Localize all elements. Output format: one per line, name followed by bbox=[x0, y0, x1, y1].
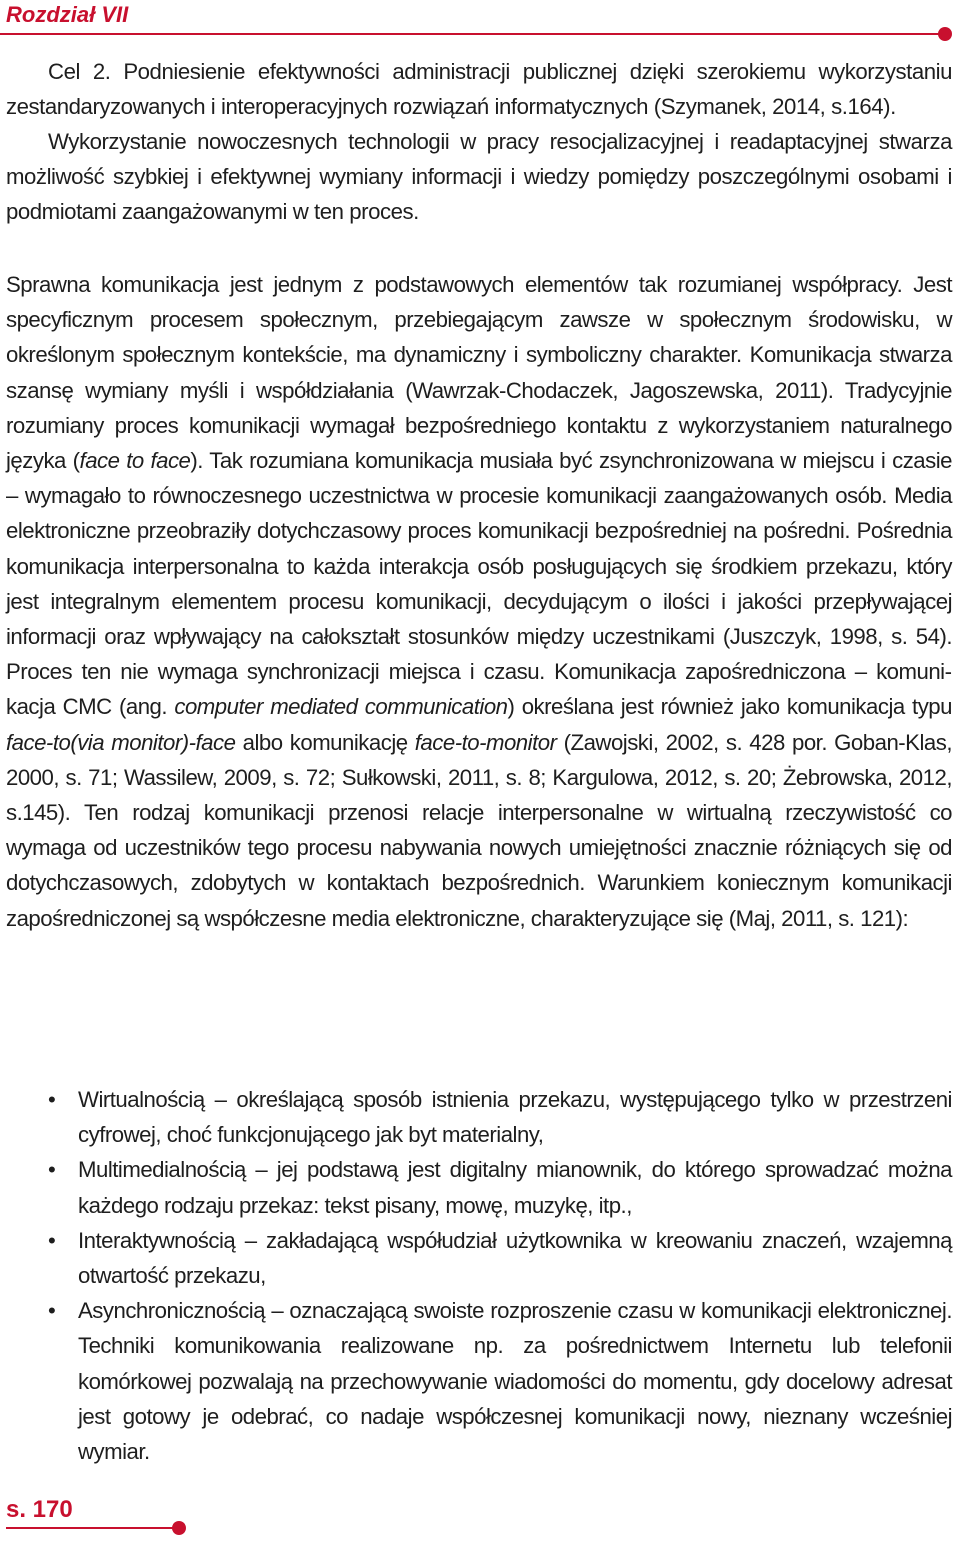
goal-2-text: Cel 2. Podniesienie efektywności administracji publicznej dzięki szerokiemu wykorzystaniu zestandaryzowanych i interoperacyjnych rozwiązań informatycznych (Szymanek, 2014, s.164). bbox=[6, 59, 952, 119]
main-text-1: Sprawna komunikacja jest jednym z podstawowych elementów tak rozumianej współpracy. Jest specyficznym procesem społecznym, przebiegającym zawsze w społecznym środowisku, w określonym społecznym kontekście, ma dynamiczny i symboliczny charakter. Komunikacja stwarza szansę wymiany myśli i współdziałania (Wawrzak-Chodaczek, Jagoszewska, 2011). Tradycyjnie rozumiany proces komunikacji wymagał bezpośredniego kontaktu z wykorzystaniem naturalnego języka ( bbox=[6, 272, 952, 474]
bullet-icon: • bbox=[48, 1157, 56, 1183]
list-item-text: Interaktywnością – zakładającą współudział użytkownika w kreowaniu znaczeń, wzajemną otwartość przekazu, bbox=[78, 1227, 952, 1289]
main-text-3: ) określana jest również jako komunikacja typu bbox=[507, 694, 952, 720]
main-italic-4: face-to-monitor bbox=[414, 729, 557, 755]
main-text-2: ). Tak rozumiana komunikacja musiała być zsynchronizowana w miejscu i czasie – wymagało to równoczesnego uczestnictwa w procesie komunikacji zaangażowanych osób. Media elektroniczne przeobraziły dotychczasowy proces komunikacji bezpośredniej na pośredni. Pośrednia komunikacja interpersonalna to każda interakcja osób posługujących się środkiem przekazu, który jest integralnym elementem procesu komunikacji, decydującym o ilości i jakości przepływającej informacji oraz wpływający na całokształt stosunków między uczestnikami (Juszczyk, 1998, s. 54). Proces ten nie wymaga synchronizacji miejsca i czasu. Komunikacja zapośredniczona – komunikacja CMC (ang. bbox=[6, 448, 952, 720]
list-item-text: Wirtualnością – określającą sposób istnienia przekazu, występującego tylko w przestrzeni cyfrowej, choć funkcjonującego jak byt materialny, bbox=[78, 1087, 952, 1148]
list-item bbox=[48, 1152, 952, 1222]
main-text-4: albo komunikację bbox=[235, 729, 415, 755]
chapter-title: Rozdział VII bbox=[6, 2, 129, 27]
list-item bbox=[48, 1082, 952, 1152]
page-number: s. 170 bbox=[6, 1496, 73, 1523]
header-rule bbox=[0, 33, 944, 35]
main-italic-2: computer mediated communication bbox=[174, 694, 508, 720]
feature-list bbox=[48, 1082, 952, 1469]
list-item bbox=[48, 1223, 952, 1293]
intro-paragraph: Wykorzystanie nowoczesnych technologii w pracy resocjalizacyjnej i readaptacyjnej stwarza możliwość szybkiej i efektywnej wymiany informacji i wiedzy pomiędzy poszczególnymi osobami i podmiotami zaangażowanymi w ten proces. bbox=[6, 129, 952, 224]
list-item-text: Asynchronicznością – oznaczającą swoiste rozproszenie czasu w komunikacji elektronicznej. Techniki komunikowania realizowane np. za pośrednictwem Internetu lub telefonii komórkowej pozwalają na przechowywanie wiadomości do momentu, gdy docelowy adresat jest gotowy je odebrać, co nadaje współczesnej komunikacji nowy, nieznany wcześniej wymiar. bbox=[78, 1298, 952, 1465]
bullet-icon: • bbox=[48, 1298, 56, 1324]
header-rule-dot bbox=[938, 27, 952, 41]
main-italic-3: face-to(via monitor)-face bbox=[6, 729, 236, 755]
bullet-icon: • bbox=[48, 1227, 56, 1253]
main-italic-1: face to face bbox=[79, 448, 191, 474]
bullet-icon: • bbox=[48, 1087, 56, 1112]
list-item-text: Multimedialnością – jej podstawą jest digitalny mianownik, do którego sprowadzać można każdego rodzaju przekaz: tekst pisany, mowę, muzykę, itp., bbox=[78, 1157, 952, 1218]
list-item bbox=[48, 1293, 952, 1469]
footer-rule bbox=[6, 1527, 178, 1529]
main-text-5: (Zawojski, 2002, s. 428 por. Goban-Klas, 2000, s. 71; Wassilew, 2009, s. 72; Sułkowski, 2011, s. 8; Kargulowa, 2012, s. 20; Żebrowska, 2012, s.145). Ten rodzaj komunikacji przenosi relacje interpersonalne w wirtualną rzeczywistość co wymaga od uczestników tego procesu nabywania nowych umiejętności znacznie różniących się od dotychczasowych, zdobytych w kontaktach bezpośrednich. Warunkiem koniecznym komunikacji zapośredniczonej są współczesne media elektroniczne, charakteryzujące się (Maj, 2011, s. 121): bbox=[6, 729, 953, 931]
main-paragraph bbox=[6, 267, 952, 936]
footer-rule-dot bbox=[172, 1521, 186, 1535]
goal-2-paragraph bbox=[6, 54, 952, 229]
